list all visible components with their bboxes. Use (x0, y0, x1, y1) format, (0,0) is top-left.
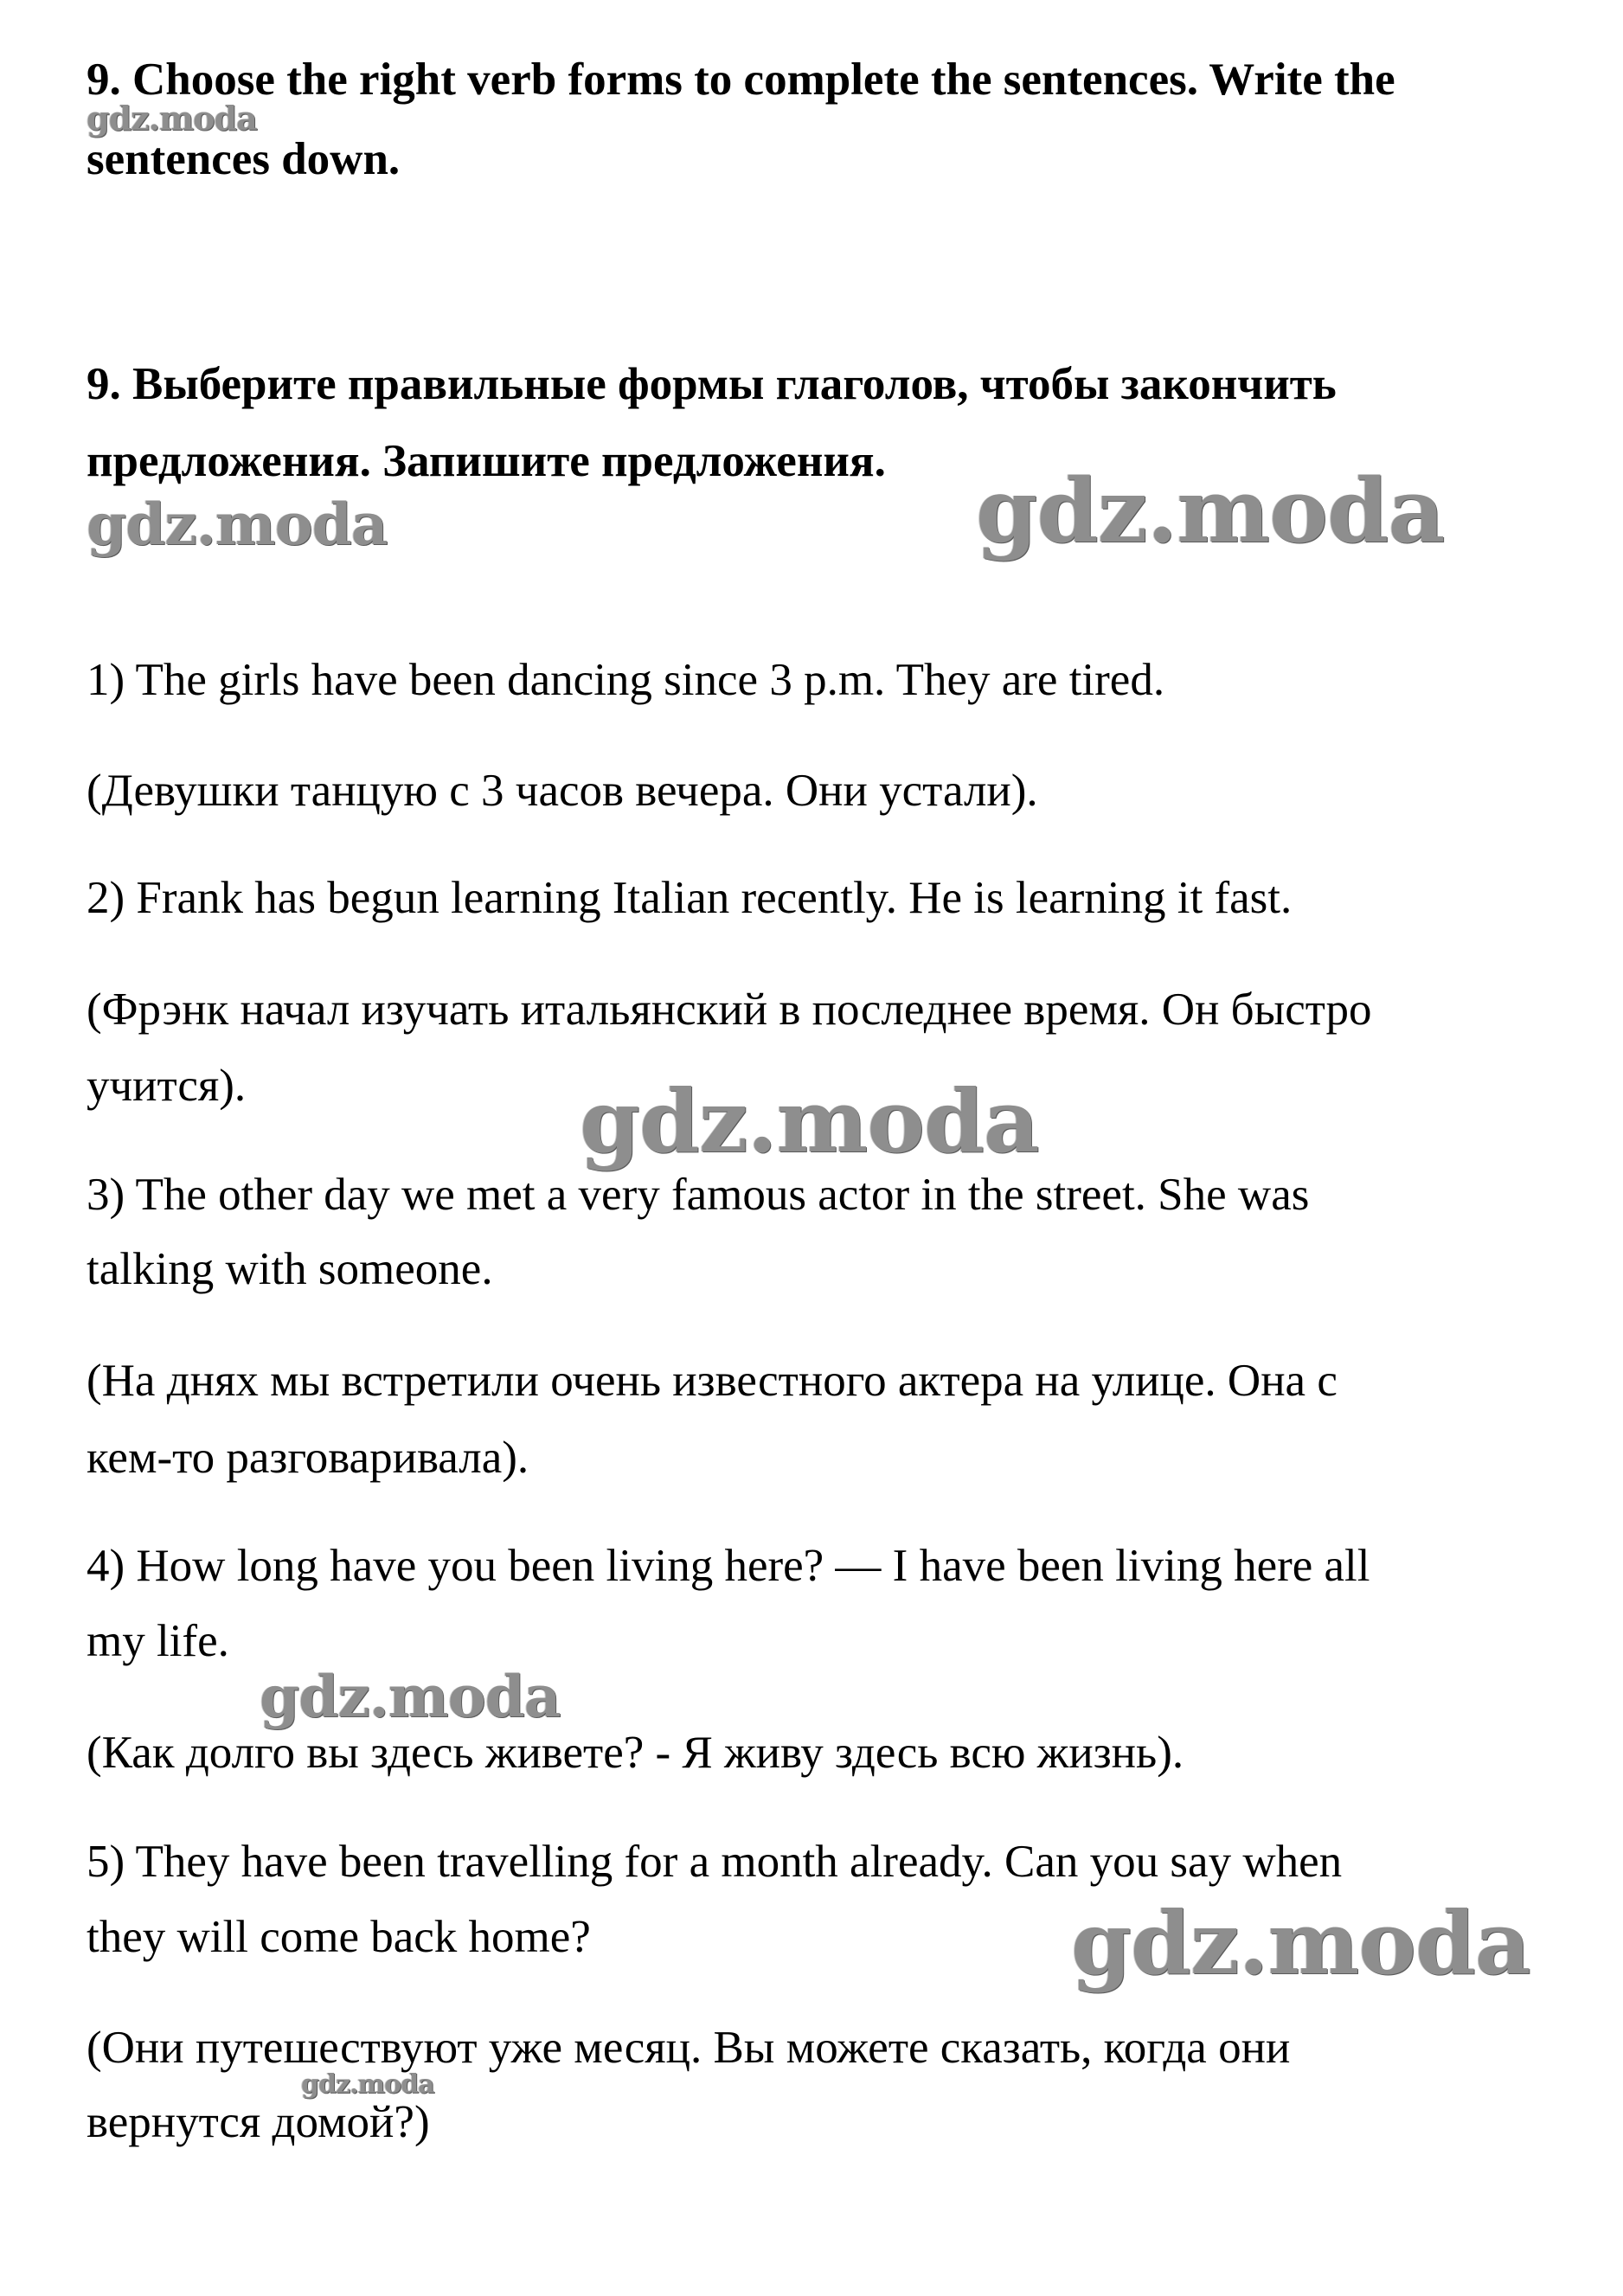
answer-3-ru-line-2: кем-то разговаривала). (87, 1433, 529, 1483)
answer-2-en-line-1: 2) Frank has begun learning Italian recently. He is learning it fast. (87, 873, 1293, 923)
exercise-heading-ru-line-2: предложения. Запишите предложения. (87, 436, 886, 486)
watermark: gdz.moda (87, 491, 388, 558)
watermark: gdz.moda (301, 2069, 434, 2100)
answer-3-ru-line-1: (На днях мы встретили очень известного актера на улице. Она с (87, 1356, 1338, 1406)
answer-5-en-line-2: they will come back home? (87, 1912, 591, 1962)
watermark: gdz.moda (260, 1663, 561, 1730)
answer-1-ru-line-1: (Девушки танцую с 3 часов вечера. Они устали). (87, 766, 1038, 816)
answer-4-en-line-1: 4) How long have you been living here? — I have been living here all (87, 1541, 1370, 1591)
exercise-heading-ru-line-1: 9. Выберите правильные формы глаголов, чтобы закончить (87, 359, 1337, 409)
watermark: gdz.moda (1071, 1892, 1530, 1994)
watermark: gdz.moda (976, 459, 1445, 563)
answer-2-ru-line-2: учится). (87, 1061, 247, 1111)
answer-1-en-line-1: 1) The girls have been dancing since 3 p.m. They are tired. (87, 655, 1165, 705)
answer-4-ru-line-1: (Как долго вы здесь живете? - Я живу здесь всю жизнь). (87, 1728, 1184, 1778)
exercise-heading-en-line-2: sentences down. (87, 134, 401, 184)
answer-5-ru-line-2: вернутся домой?) (87, 2097, 430, 2147)
answer-3-en-line-1: 3) The other day we met a very famous actor in the street. She was (87, 1170, 1310, 1220)
watermark: gdz.moda (87, 99, 257, 138)
answer-5-en-line-1: 5) They have been travelling for a month already. Can you say when (87, 1837, 1343, 1887)
exercise-heading-en-line-1: 9. Choose the right verb forms to complete the sentences. Write the (87, 55, 1395, 105)
answer-2-ru-line-1: (Фрэнк начал изучать итальянский в последнее время. Он быстро (87, 984, 1372, 1035)
answer-3-en-line-2: talking with someone. (87, 1244, 493, 1294)
watermark: gdz.moda (580, 1070, 1039, 1172)
answer-5-ru-line-1: (Они путешествуют уже месяц. Вы можете сказать, когда они (87, 2023, 1291, 2073)
answer-4-en-line-2: my life. (87, 1616, 229, 1666)
